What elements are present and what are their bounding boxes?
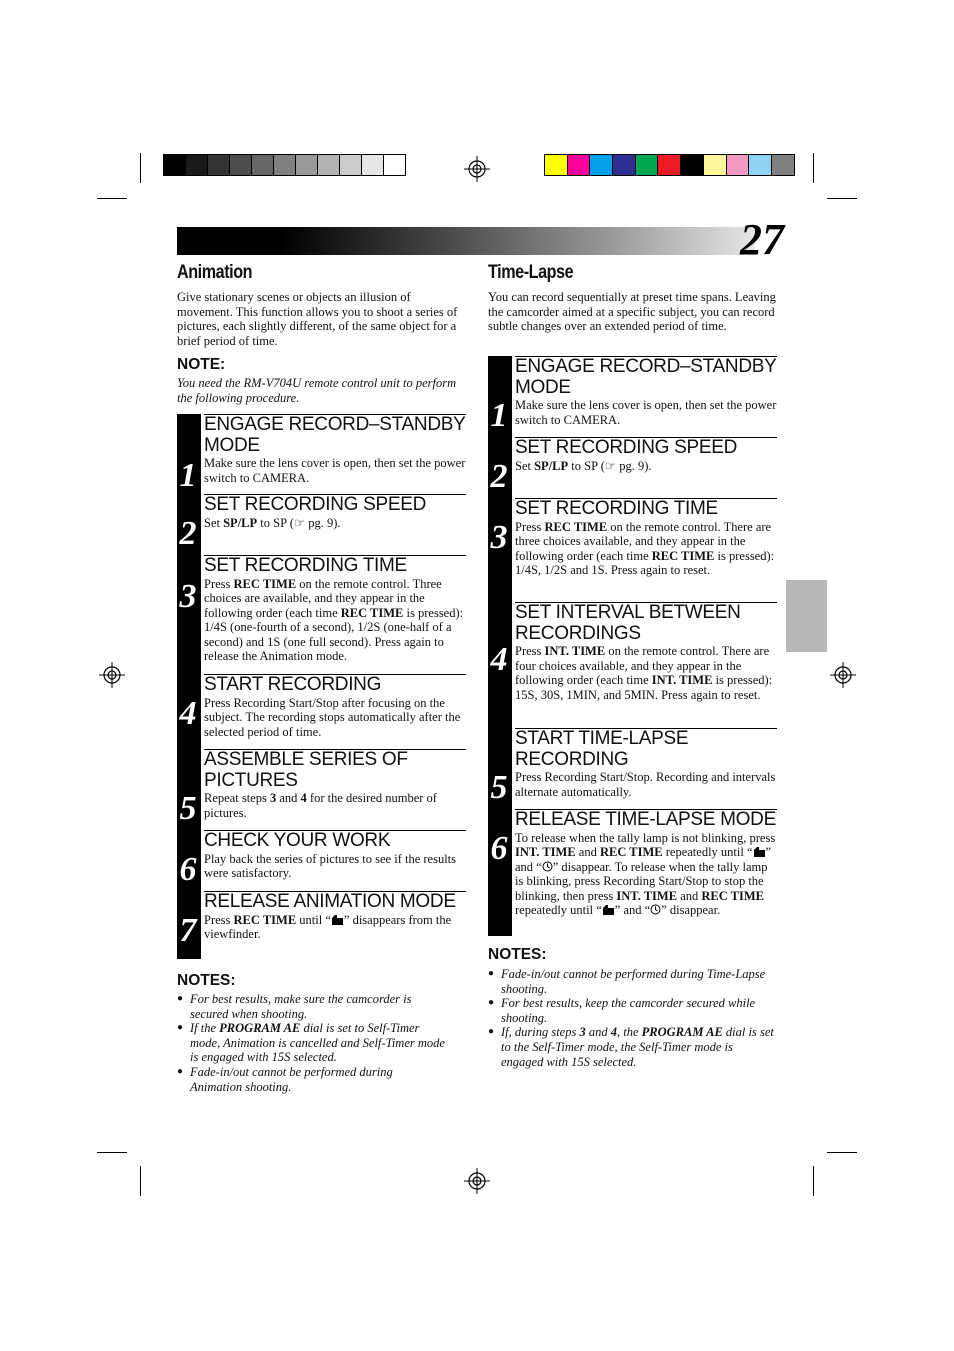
- step-heading: START RECORDING: [204, 674, 382, 695]
- list-item: ● For best results, make sure the camcorder is secured when shooting.: [177, 992, 447, 1021]
- step-text: Press REC TIME on the remote control. Three choices are available, and they appear in the following order (each time REC TIME is pressed): 1/4S (one-fourth of a second), 1/2S (one-half of a second) and 1S (one full second). Press again to release the Animation mode.: [204, 576, 464, 664]
- color-calibration-bar: [544, 154, 795, 176]
- crop-mark: [827, 1152, 857, 1153]
- step-number: 3: [179, 578, 197, 615]
- timelapse-intro: You can record sequentially at preset time spans. Leaving the camcorder aimed at a specific subject, you can record subtle changes over an extended period of time.: [488, 290, 776, 334]
- step-heading: ENGAGE RECORD–STANDBY MODE: [204, 414, 466, 456]
- color-swatch: [274, 155, 296, 175]
- color-swatch: [252, 155, 274, 175]
- list-item: ● If, during steps 3 and 4, the PROGRAM AE dial is set to the Self-Timer mode, the Self-Timer mode is engaged with 15S selected.: [488, 1025, 776, 1069]
- color-swatch: [658, 155, 681, 175]
- animation-step-4: [179, 674, 466, 749]
- animation-step-7: [179, 891, 466, 960]
- step-text: Play back the series of pictures to see if the results were satisfactory.: [204, 851, 457, 881]
- color-swatch: [590, 155, 613, 175]
- timelapse-step-1: [490, 356, 777, 437]
- step-text: Repeat steps 3 and 4 for the desired number of pictures.: [204, 791, 437, 820]
- color-swatch: [772, 155, 794, 175]
- step-text: Press Recording Start/Stop. Recording and intervals alternate automatically.: [515, 770, 776, 799]
- animation-step-3: [179, 555, 466, 674]
- header-gradient-band: [177, 227, 755, 255]
- step-heading: SET INTERVAL BETWEEN RECORDINGS: [515, 602, 741, 644]
- crop-mark: [97, 198, 127, 199]
- step-text: Press INT. TIME on the remote control. There are four choices available, and they appear in the following order (each time INT. TIME is pressed): 15S, 30S, 1MIN, and 5MIN. Press again to reset.: [515, 644, 773, 702]
- step-heading: SET RECORDING TIME: [204, 555, 407, 576]
- step-number: 3: [490, 519, 508, 556]
- step-number: 5: [179, 790, 197, 827]
- animation-steps: [177, 414, 466, 959]
- step-heading: RELEASE ANIMATION MODE: [204, 891, 456, 912]
- animation-step-1: [179, 414, 466, 495]
- color-swatch: [296, 155, 318, 175]
- color-swatch: [545, 155, 568, 175]
- self-timer-icon: [650, 904, 661, 915]
- section-side-tab: [786, 580, 827, 652]
- section-title-animation: Animation: [177, 262, 253, 283]
- step-heading: SET RECORDING SPEED: [204, 494, 426, 515]
- page-number: 27: [740, 215, 784, 264]
- list-item: ● For best results, keep the camcorder secured while shooting.: [488, 996, 776, 1025]
- color-swatch: [727, 155, 750, 175]
- step-text: Press REC TIME until “ ” disappears from the viewfinder.: [204, 912, 452, 942]
- step-number: 5: [490, 769, 508, 806]
- animation-step-6: [179, 830, 466, 891]
- section-title-timelapse: Time-Lapse: [488, 262, 574, 283]
- step-text: Set SP/LP to SP (☞ pg. 9).: [204, 515, 341, 530]
- list-item: ● Fade-in/out cannot be performed during Animation shooting.: [177, 1065, 447, 1094]
- step-text: Make sure the lens cover is open, then set the power switch to CAMERA.: [515, 398, 777, 427]
- step-heading: SET RECORDING TIME: [515, 498, 718, 519]
- crop-mark: [97, 1152, 127, 1153]
- color-swatch: [318, 155, 340, 175]
- step-number: 4: [490, 641, 508, 678]
- timelapse-steps: [488, 356, 777, 936]
- registration-mark-icon: [99, 662, 125, 688]
- step-number: 1: [179, 457, 197, 494]
- color-swatch: [636, 155, 659, 175]
- self-timer-icon: [542, 861, 553, 872]
- color-swatch: [749, 155, 772, 175]
- note-text: You need the RM-V704U remote control unit to perform the following procedure.: [177, 376, 457, 405]
- timelapse-step-3: [490, 498, 777, 603]
- cassette-icon: [331, 915, 344, 925]
- color-swatch: [568, 155, 591, 175]
- registration-mark-icon: [464, 1168, 490, 1194]
- color-swatch: [362, 155, 384, 175]
- step-heading: CHECK YOUR WORK: [204, 830, 391, 851]
- crop-mark: [827, 198, 857, 199]
- step-heading: SET RECORDING SPEED: [515, 437, 737, 458]
- color-swatch: [613, 155, 636, 175]
- crop-mark: [813, 153, 814, 183]
- step-number: 2: [179, 515, 197, 552]
- step-number: 2: [490, 458, 508, 495]
- animation-intro: Give stationary scenes or objects an illusion of movement. This function allows you to shoot a series of pictures, each slightly different, of the same object for a brief period of time.: [177, 290, 458, 348]
- animation-step-5: [179, 749, 466, 830]
- notes-heading: NOTES:: [488, 946, 547, 963]
- crop-mark: [813, 1166, 814, 1196]
- cassette-icon: [753, 847, 766, 857]
- list-item: ● Fade-in/out cannot be performed during Time-Lapse shooting.: [488, 967, 776, 996]
- animation-notes-list: [177, 992, 447, 1094]
- step-number: 4: [179, 695, 197, 732]
- step-number: 6: [490, 830, 508, 867]
- cassette-icon: [602, 905, 615, 915]
- step-text: Press Recording Start/Stop after focusing on the subject. The recording stops automatically after the selected period of time.: [204, 695, 461, 739]
- step-number: 1: [490, 397, 508, 434]
- color-swatch: [186, 155, 208, 175]
- registration-mark-icon: [830, 662, 856, 688]
- color-swatch: [384, 155, 405, 175]
- step-text: Make sure the lens cover is open, then set the power switch to CAMERA.: [204, 456, 466, 485]
- step-text: Set SP/LP to SP (☞ pg. 9).: [515, 458, 652, 473]
- color-swatch: [164, 155, 186, 175]
- grayscale-calibration-bar: [163, 154, 406, 176]
- step-text: Press REC TIME on the remote control. There are three choices available, and they appear in the following order (each time REC TIME is pressed): 1/4S, 1/2S and 1S. Press again to reset.: [515, 519, 775, 578]
- color-swatch: [208, 155, 230, 175]
- timelapse-notes-list: [488, 967, 776, 1069]
- crop-mark: [140, 1166, 141, 1196]
- step-text: To release when the tally lamp is not blinking, press INT. TIME and REC TIME repeatedly until “ ” and “ ” disappear. To release when the tally lamp is blinking, press Recording Start/Stop to stop the blinking, then press INT. TIME and REC TIME repeatedly until “ ” and “ ” disappear.: [515, 830, 776, 918]
- timelapse-step-6: [490, 809, 777, 937]
- note-heading: NOTE:: [177, 356, 226, 373]
- step-heading: ASSEMBLE SERIES OF PICTURES: [204, 749, 408, 791]
- color-swatch: [681, 155, 704, 175]
- crop-mark: [140, 153, 141, 183]
- step-heading: START TIME-LAPSE RECORDING: [515, 728, 689, 770]
- step-number: 6: [179, 851, 197, 888]
- animation-step-2: [179, 494, 466, 555]
- notes-heading: NOTES:: [177, 972, 236, 989]
- color-swatch: [230, 155, 252, 175]
- color-swatch: [340, 155, 362, 175]
- registration-mark-icon: [464, 156, 490, 182]
- color-swatch: [704, 155, 727, 175]
- timelapse-step-2: [490, 437, 777, 498]
- step-heading: RELEASE TIME-LAPSE MODE: [515, 809, 776, 830]
- step-heading: ENGAGE RECORD–STANDBY MODE: [515, 356, 777, 398]
- list-item: ● If the PROGRAM AE dial is set to Self-Timer mode, Animation is cancelled and Self-Timer mode is engaged with 15S selected.: [177, 1021, 447, 1065]
- timelapse-step-5: [490, 728, 777, 809]
- step-number: 7: [179, 912, 197, 949]
- timelapse-step-4: [490, 602, 777, 729]
